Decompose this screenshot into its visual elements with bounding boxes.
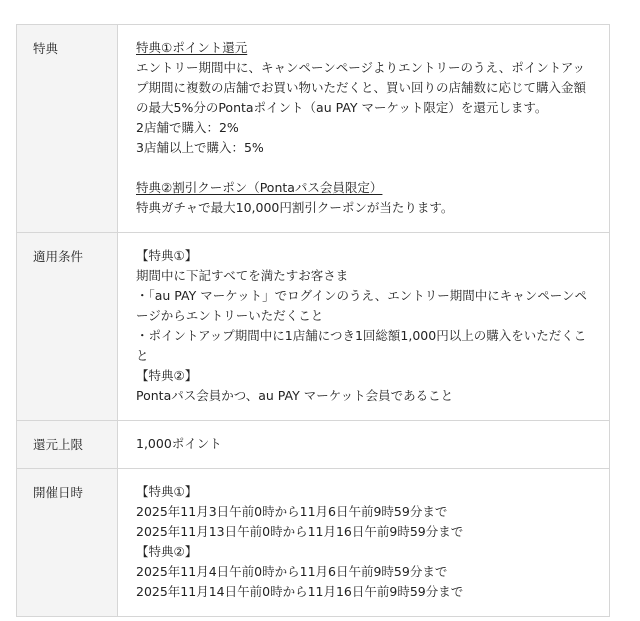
schedule-period: 2025年11月13日午前0時から11月16日午前9時59分まで [136, 524, 464, 539]
condition-purchase: ・ポイントアップ期間中に1店舗につき1回総額1,000円以上の購入をいただくこと [136, 328, 587, 363]
row-content [118, 469, 610, 617]
row-content [118, 421, 610, 469]
campaign-details [16, 24, 610, 617]
benefit-1-tag: 【特典①】 [136, 484, 198, 499]
benefit-1-tag: 【特典①】 [136, 248, 198, 263]
row-label: 適用条件 [17, 233, 118, 421]
schedule-period: 2025年11月4日午前0時から11月6日午前9時59分まで [136, 564, 448, 579]
rate-3-stores: 3店舗以上で購入：5% [136, 140, 264, 155]
row-content [118, 25, 610, 233]
condition-entry: ・「au PAY マーケット」でログインのうえ、エントリー期間中にキャンペーンページからエントリーいただくこと [136, 288, 587, 323]
table-row-limit [17, 421, 610, 469]
benefit-1-heading: 特典①ポイント還元 [136, 40, 248, 55]
table-row-conditions [17, 233, 610, 421]
benefit-2-heading: 特典②割引クーポン（Pontaパス会員限定） [136, 180, 383, 195]
row-label: 開催日時 [17, 469, 118, 617]
campaign-details-table [16, 24, 610, 617]
benefit-1-description: エントリー期間中に、キャンペーンページよりエントリーのうえ、ポイントアップ期間に複数の店舗でお買い物いただくと、買い回りの店舗数に応じて購入金額の最大5%分のPontaポイント（au PAY マーケット限定）を還元します。 [136, 60, 587, 115]
spacer [136, 158, 597, 178]
table-row-benefits [17, 25, 610, 233]
limit-value: 1,000ポイント [136, 436, 222, 451]
schedule-period: 2025年11月3日午前0時から11月6日午前9時59分まで [136, 504, 448, 519]
row-label: 還元上限 [17, 421, 118, 469]
benefit-2-description: 特典ガチャで最大10,000円割引クーポンが当たります。 [136, 200, 454, 215]
rate-2-stores: 2店舗で購入：2% [136, 120, 239, 135]
condition-membership: Pontaパス会員かつ、au PAY マーケット会員であること [136, 388, 454, 403]
benefit-2-tag: 【特典②】 [136, 544, 198, 559]
condition-intro: 期間中に下記すべてを満たすお客さま [136, 268, 349, 283]
benefit-2-tag: 【特典②】 [136, 368, 198, 383]
table-row-schedule [17, 469, 610, 617]
row-content [118, 233, 610, 421]
row-label: 特典 [17, 25, 118, 233]
schedule-period: 2025年11月14日午前0時から11月16日午前9時59分まで [136, 584, 464, 599]
